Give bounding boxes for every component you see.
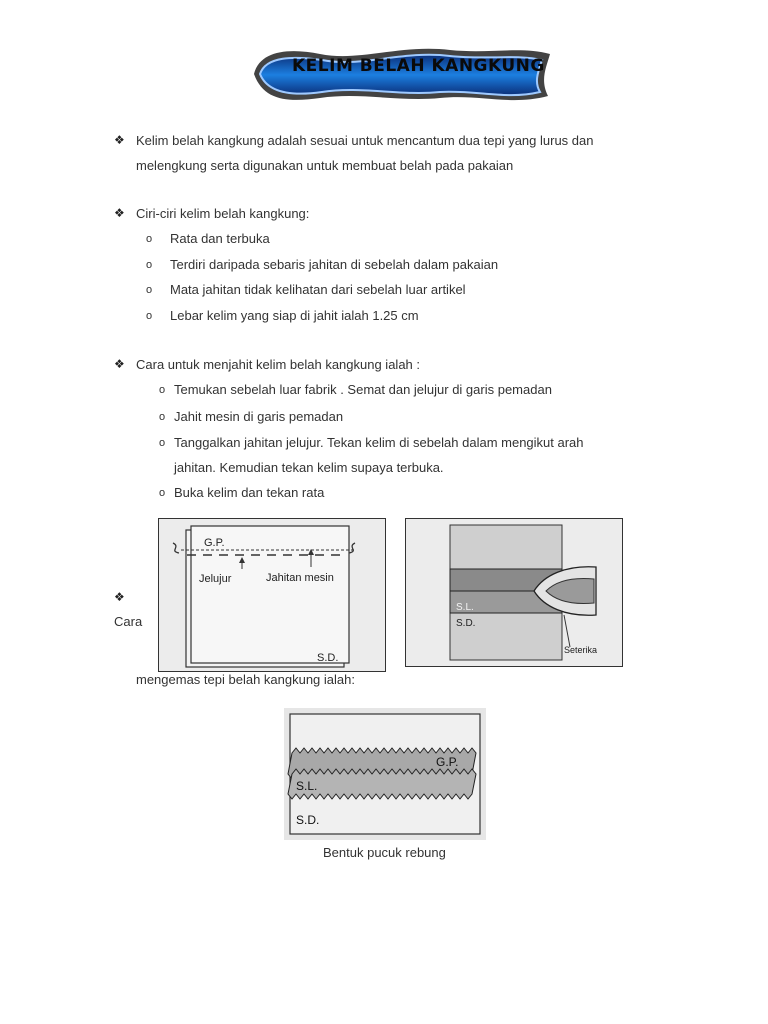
- circle-bullet-icon: o: [146, 284, 153, 296]
- fig1-jahitan-mesin-label: Jahitan mesin: [266, 572, 334, 584]
- figure-ironing-seam: [405, 518, 623, 667]
- steps-item-continued: jahitan. Kemudian tekan kelim supaya terbuka.: [174, 460, 444, 475]
- fig3-sd-label: S.D.: [296, 813, 320, 827]
- fig2-seterika-label: Seterika: [564, 645, 598, 655]
- features-item: Lebar kelim yang siap di jahit ialah 1.25 cm: [170, 308, 419, 323]
- figure-seam-basting: [158, 518, 386, 672]
- circle-bullet-icon: o: [159, 384, 166, 396]
- diamond-bullet-icon: ❖: [114, 206, 125, 220]
- steps-item: Buka kelim dan tekan rata: [174, 485, 325, 500]
- fig2-sl-label: S.L.: [456, 602, 474, 613]
- finishing-text: mengemas tepi belah kangkung ialah:: [136, 672, 355, 687]
- features-item: Mata jahitan tidak kelihatan dari sebelah luar artikel: [170, 282, 466, 297]
- figure-caption: Bentuk pucuk rebung: [323, 845, 446, 860]
- steps-item: Jahit mesin di garis pemadan: [174, 409, 344, 424]
- definition-line-1: Kelim belah kangkung adalah sesuai untuk mencantum dua tepi yang lurus dan: [136, 133, 594, 148]
- steps-item: Tanggalkan jahitan jelujur. Tekan kelim di sebelah dalam mengikut arah: [174, 435, 584, 450]
- diamond-bullet-icon: ❖: [114, 133, 125, 147]
- fig3-gp-label: G.P.: [436, 755, 459, 769]
- features-item: Rata dan terbuka: [170, 231, 270, 246]
- fig3-sl-label: S.L.: [296, 779, 318, 793]
- circle-bullet-icon: o: [159, 487, 166, 499]
- figure-pinked-edge: [284, 708, 486, 840]
- fig1-jelujur-label: Jelujur: [199, 573, 232, 585]
- diamond-bullet-icon: ❖: [114, 590, 125, 604]
- fig1-sd-label: S.D.: [317, 652, 339, 664]
- finishing-word: Cara: [114, 614, 143, 629]
- steps-heading: Cara untuk menjahit kelim belah kangkung ialah :: [136, 357, 421, 372]
- definition-line-2: melengkung serta digunakan untuk membuat belah pada pakaian: [136, 158, 514, 173]
- circle-bullet-icon: o: [146, 259, 153, 271]
- steps-item: Temukan sebelah luar fabrik . Semat dan jelujur di garis pemadan: [174, 382, 552, 397]
- diamond-bullet-icon: ❖: [114, 357, 125, 371]
- fig2-sd-label: S.D.: [456, 618, 476, 629]
- circle-bullet-icon: o: [146, 310, 153, 322]
- features-item: Terdiri daripada sebaris jahitan di sebelah dalam pakaian: [170, 257, 499, 272]
- circle-bullet-icon: o: [159, 437, 166, 449]
- features-heading: Ciri-ciri kelim belah kangkung:: [136, 206, 310, 221]
- fig1-gp-label: G.P.: [204, 537, 225, 549]
- circle-bullet-icon: o: [146, 233, 153, 245]
- page-title: KELIM BELAH KANGKUNG: [292, 56, 545, 76]
- circle-bullet-icon: o: [159, 411, 166, 423]
